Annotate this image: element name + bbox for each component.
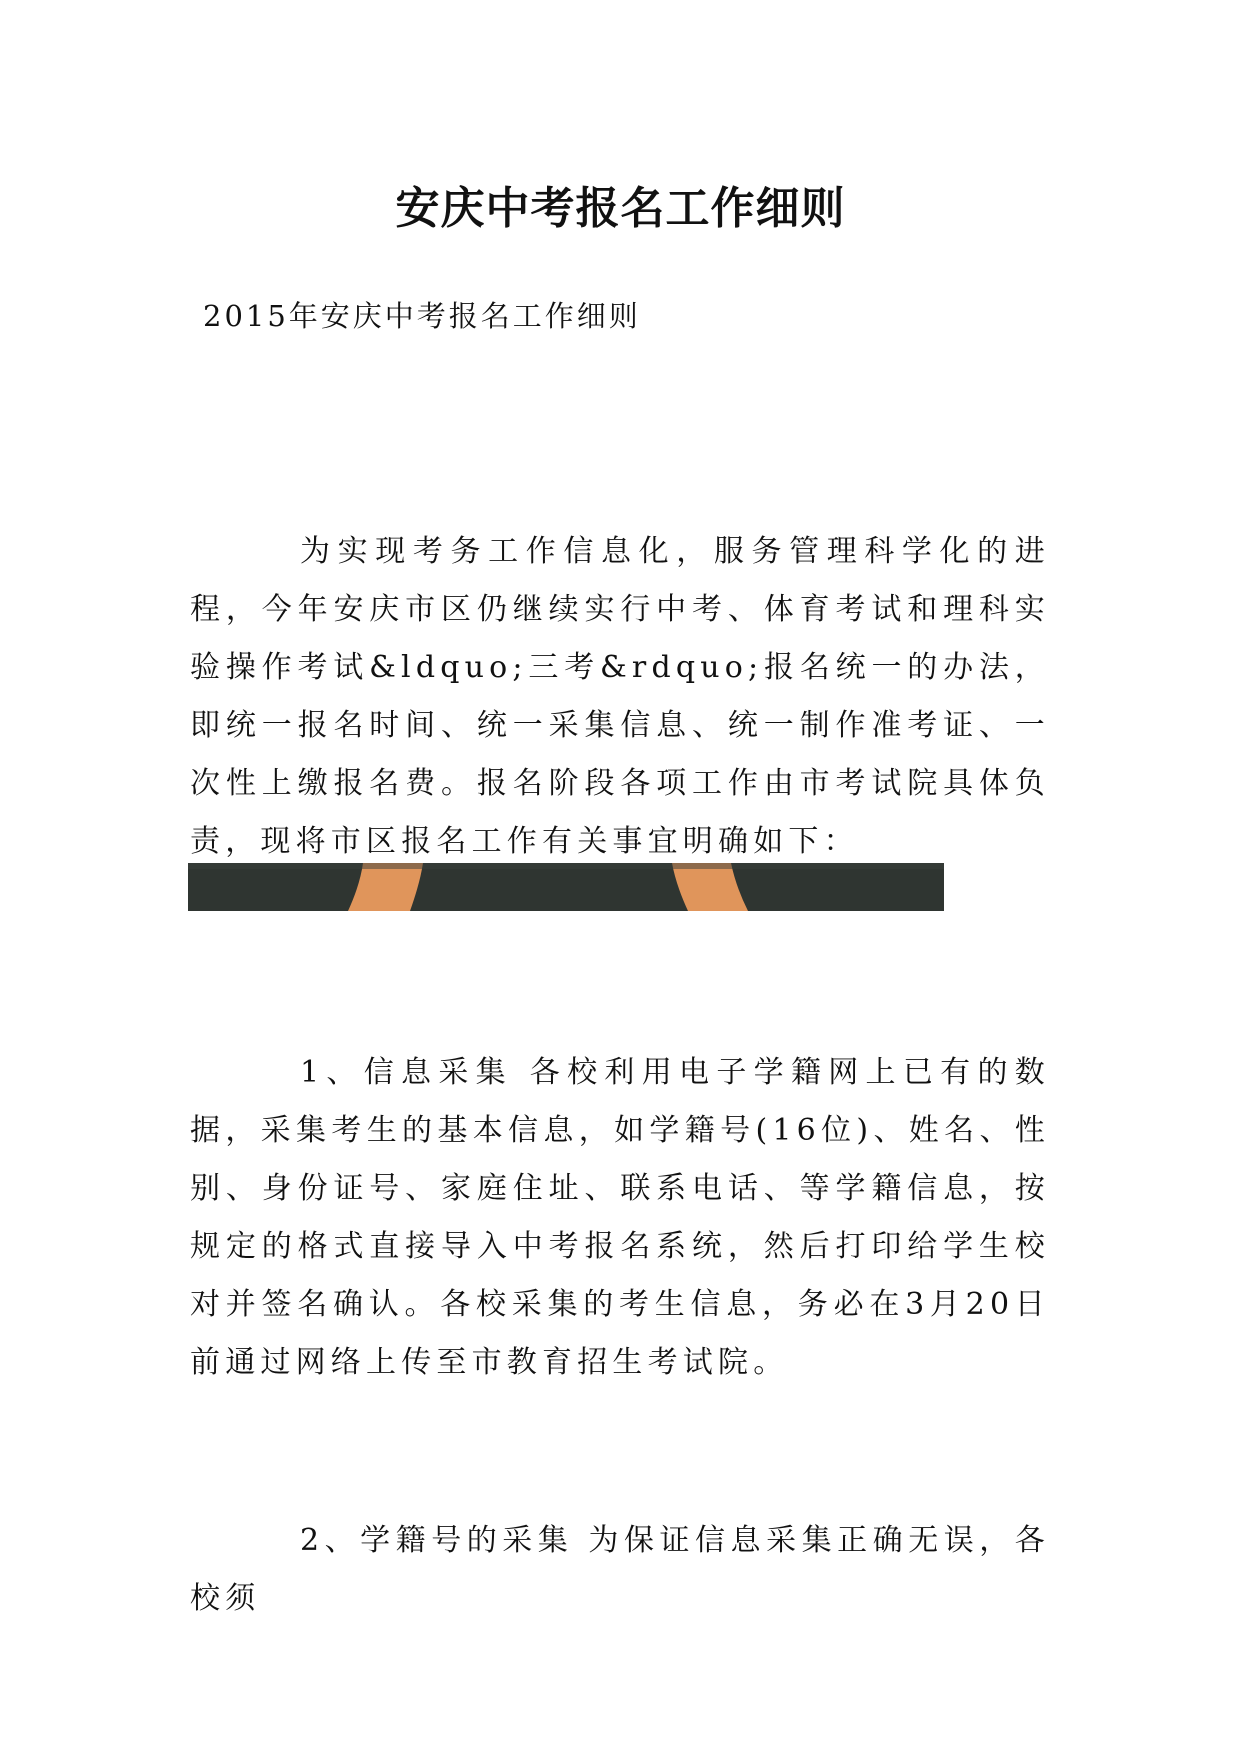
section-1-paragraph: 1、信息采集 各校利用电子学籍网上已有的数据，采集考生的基本信息，如学籍号(16位)、姓名、性别、身份证号、家庭住址、联系电话、等学籍信息，按规定的格式直接导入中考报名系统，然后打印给学生校对并签名确认。各校采集的考生信息，务必在3月20日前通过网络上传至市教育招生考试院。	[190, 1055, 1051, 1380]
document-title: 安庆中考报名工作细则	[395, 183, 846, 235]
section-2-paragraph: 2、学籍号的采集 为保证信息采集正确无误，各校须	[190, 1523, 1050, 1616]
photo-fragment	[188, 863, 944, 911]
intro-paragraph: 为实现考务工作信息化，服务管理科学化的进程，今年安庆市区仍继续实行中考、体育考试和理科实验操作考试&ldquo;三考&rdquo;报名统一的办法，即统一报名时间、统一采集信息、统一制作准考证、一次性上缴报名费。报名阶段各项工作由市考试院具体负责，现将市区报名工作有关事宜明确如下：	[190, 534, 1050, 859]
embedded-photo-strip	[188, 863, 944, 911]
document-subtitle: 2015年安庆中考报名工作细则	[203, 299, 641, 333]
